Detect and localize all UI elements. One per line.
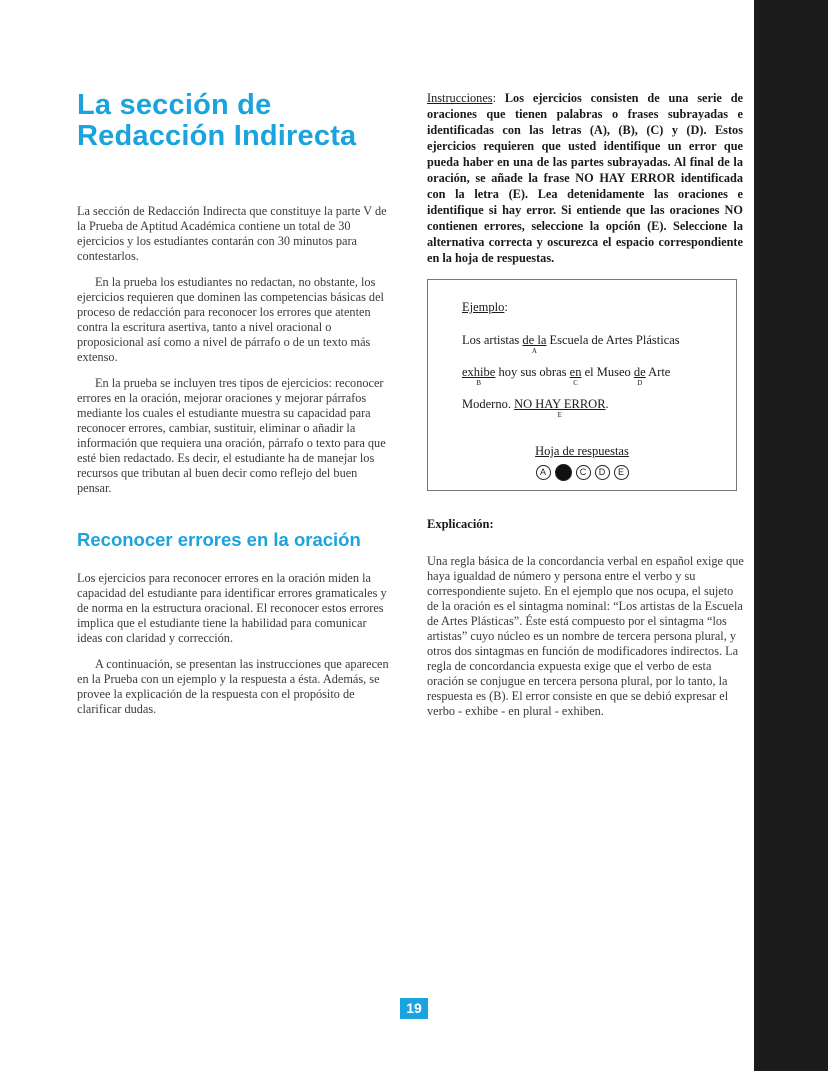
instructions-lead: Instrucciones (427, 91, 493, 105)
letter-d: D (637, 379, 643, 387)
example-line-1: Los artistas de la A Escuela de Artes Plásticas (462, 333, 680, 355)
left-column (77, 90, 391, 728)
letter-b: B (476, 379, 481, 387)
answer-bubbles (428, 464, 736, 481)
intro-paragraph: En la prueba se incluyen tres tipos de ejercicios: reconocer errores en la oración, mejorar oraciones y mejorar párrafos mediante los cuales el estudiante muestra su capacidad para reconocer errores, cambiar, sustituir, eliminar o añadir la información que requiera una oración, párrafo o texto para que esté bien redactado. Es decir, el estudiante ha de manejar los recursos que tributan al buen decir como reflejo del buen pensar. (77, 376, 386, 495)
answer-bubble-a: A (536, 465, 551, 480)
page-title (77, 90, 391, 152)
answer-sheet-label: Hoja de respuestas (535, 444, 629, 458)
right-column (427, 90, 744, 718)
example-line-3: Moderno. NO HAY ERROR E . (462, 397, 609, 419)
page-title-line1: La sección de (77, 89, 272, 121)
answer-bubble-d: D (595, 465, 610, 480)
explanation-text: Una regla básica de la concordancia verbal en español exige que haya igualdad de número y persona entre el verbo y su correspondiente sujeto. En el ejemplo que nos ocupa, el sujeto de la oración es el sintagma nominal: “Los artistas de la Escuela de Artes Plásticas”. Éste está compuesto por el sintagma “los artistas” cuyo núcleo es un nombre de tercera persona plural, y otros dos sintagmas en función de modificadores indirectos. La regla de concordancia expuesta exige que el verbo de esta oración se conjugue en tercera persona plural, por lo tanto, la respuesta es (B). El error consiste en que se debió expresar el verbo - exhibe - en plural - exhiben. (427, 554, 744, 718)
letter-c: C (573, 379, 578, 387)
instructions-text: Los ejercicios consisten de una serie de oraciones que tienen palabras o frases subrayadas e identificadas con las letras (A), (B), (C) y (D). Estos ejercicios requieren que usted identifique un error que pueda haber en una de las partes subrayadas. Al final de la oración, se añade la frase NO HAY ERROR identificada con la letra (E). Lea detenidamente las oraciones e identifique si hay error. Si entiende que las oraciones NO contienen errores, seleccione la opción (E). Seleccione la alternativa correcta y oscurezca el espacio correspondiente en la hoja de respuestas. (427, 91, 743, 265)
example-part-a: de la A (522, 333, 547, 355)
letter-e: E (557, 411, 562, 419)
section-paragraph: Los ejercicios para reconocer errores en la oración miden la capacidad del estudiante para identificar errores gramaticales y de norma en la estructura oracional. El reconocer estos errores implica que el estudiante tiene la habilidad para comunicar ideas con claridad y corrección. (77, 571, 387, 645)
answer-bubble-c: C (576, 465, 591, 480)
intro-paragraph: La sección de Redacción Indirecta que constituye la parte V de la Prueba de Aptitud Académica contiene un total de 30 ejercicios y los estudiantes contarán con 30 minutos para contestarlos. (77, 204, 387, 263)
example-part-e: NO HAY ERROR E (514, 397, 606, 419)
example-part-c: en C (569, 365, 582, 387)
page-title-line2: Redacción Indirecta (77, 120, 357, 152)
answer-bubble-b-filled (555, 464, 572, 481)
intro-paragraph: En la prueba los estudiantes no redactan, no obstante, los ejercicios requieren que dominen las competencias básicas del proceso de redacción para reconocer los errores que atenten contra la escritura asertiva, tanto a nivel oracional o proposicional así como a nivel de párrafo o de un texto más extenso. (77, 275, 384, 364)
example-part-b: exhibe B (462, 365, 496, 387)
letter-a: A (531, 347, 537, 355)
side-bar (754, 0, 828, 1071)
section-heading: Reconocer errores en la oración (77, 529, 361, 550)
section-paragraph: A continuación, se presentan las instrucciones que aparecen en la Prueba con un ejemplo y la respuesta a ésta. Además, se provee la explicación de la respuesta con el propósito de clarificar dudas. (77, 657, 389, 716)
example-line-2: exhibe B hoy sus obras en C el Museo de D Arte (462, 365, 671, 387)
page-number: 19 (400, 998, 428, 1019)
example-part-d: de D (633, 365, 646, 387)
answer-bubble-e: E (614, 465, 629, 480)
example-box: Ejemplo: Los artistas de la A Escuela de Artes Plásticas exhibe B hoy sus obras en C el Museo de D Arte Moderno. NO HAY ERROR E . Hoja de respuestas A C D E (427, 279, 737, 491)
instructions: Instrucciones: Los ejercicios consisten de una serie de oraciones que tienen palabras o frases subrayadas e identificadas con las letras (A), (B), (C) y (D). Estos ejercicios requieren que usted identifique un error que pueda haber en una de las partes subrayadas. Al final de la oración, se añade la frase NO HAY ERROR identificada con la letra (E). Lea detenidamente las oraciones e identifique si hay error. Si entiende que las oraciones NO contienen errores, seleccione la opción (E). Seleccione la alternativa correcta y oscurezca el espacio correspondiente en la hoja de respuestas. (427, 91, 743, 265)
explanation-label: Explicación: (427, 517, 494, 531)
example-label: Ejemplo (462, 300, 505, 314)
